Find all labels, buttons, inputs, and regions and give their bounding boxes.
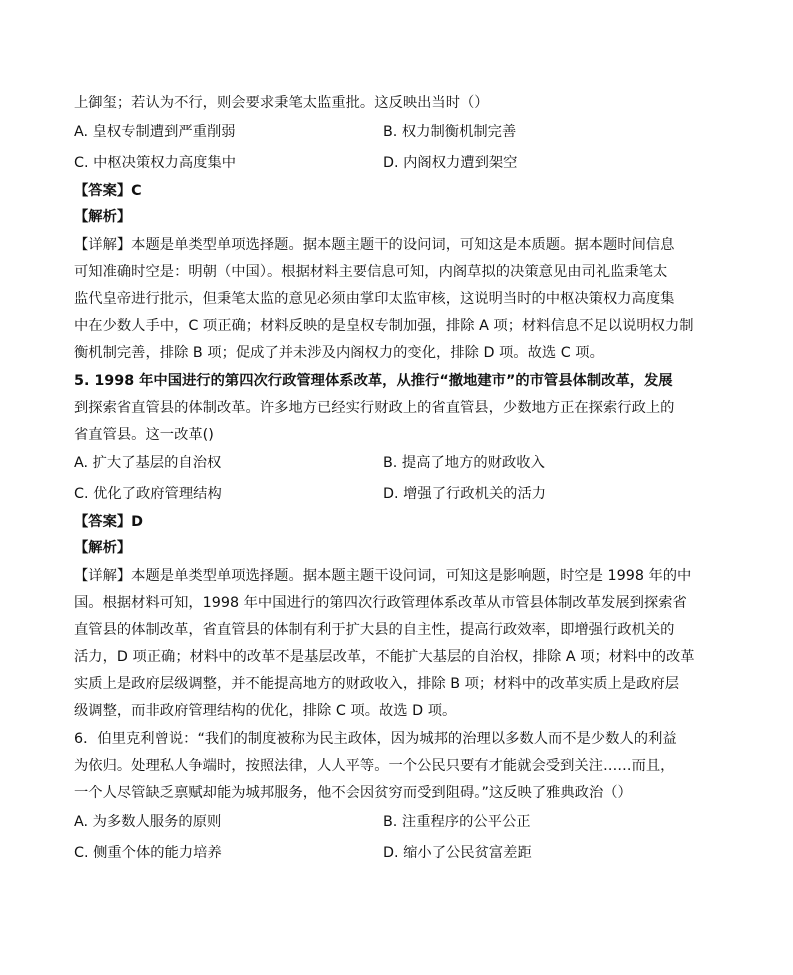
q5-stem-line: 省直管县。这一改革(): [74, 427, 214, 443]
q4-option-d: D. 内阁权力遭到架空: [383, 155, 518, 171]
q6-option-a: A. 为多数人服务的原则: [74, 814, 222, 830]
q5-detail-line: 实质上是政府层级调整，并不能提高地方的财政收入，排除 B 项；材料中的改革实质上是政府层: [74, 676, 680, 692]
q4-answer: 【答案】C: [74, 183, 142, 199]
q6-stem-line: 一个人尽管缺乏禀赋却能为城邦服务，他不会因贫穷而受到阻碍。”这反映了雅典政治（）: [74, 785, 632, 801]
q4-stem: 上御玺；若认为不行，则会要求秉笔太监重批。这反映出当时（）: [74, 95, 489, 111]
q4-detail-line: 可知准确时空是：明朝（中国）。根据材料主要信息可知，内阁草拟的决策意见由司礼监秉笔太: [74, 264, 668, 280]
q5-option-a: A. 扩大了基层的自治权: [74, 455, 222, 471]
q4-detail-line: 监代皇帝进行批示，但秉笔太监的意见必须由掌印太监审核，这说明当时的中枢决策权力高度集: [74, 291, 675, 307]
q5-option-b: B. 提高了地方的财政收入: [383, 455, 545, 471]
q4-detail-line: 衡机制完善，排除 B 项；促成了并未涉及内阁权力的变化，排除 D 项。故选 C 项。: [74, 345, 604, 361]
q5-option-d: D. 增强了行政机关的活力: [383, 486, 547, 502]
q6-option-d: D. 缩小了公民贫富差距: [383, 845, 532, 861]
q5-detail-line: 国。根据材料可知，1998 年中国进行的第四次行政管理体系改革从市管县体制改革发展到探索省: [74, 595, 687, 611]
q6-option-c: C. 侧重个体的能力培养: [74, 845, 222, 861]
q5-detail-line: 级调整，而非政府管理结构的优化，排除 C 项。故选 D 项。: [74, 703, 457, 719]
q5-detail-line: 直管县的体制改革，省直管县的体制有利于扩大县的自主性，提高行政效率，即增强行政机关的: [74, 622, 675, 638]
q5-detail-line: 【详解】本题是单类型单项选择题。据本题主题干设问词，可知这是影响题，时空是 1998 年的中: [74, 568, 692, 584]
q4-option-b: B. 权力制衡机制完善: [383, 124, 517, 140]
q6-stem-line: 为依归。处理私人争端时，按照法律，人人平等。一个公民只要有才能就会受到关注……而且，: [74, 758, 675, 774]
q5-stem-line: 到探索省直管县的体制改革。许多地方已经实行财政上的省直管县，少数地方正在探索行政上的: [74, 400, 675, 416]
q5-detail-line: 活力，D 项正确；材料中的改革不是基层改革，不能扩大基层的自治权，排除 A 项；材料中的改革: [74, 649, 695, 665]
q5-stem-line: 5. 1998 年中国进行的第四次行政管理体系改革，从推行“撤地建市”的市管县体制改革，发展: [74, 373, 673, 389]
q5-analysis-label: 【解析】: [74, 540, 132, 556]
q4-detail-line: 【详解】本题是单类型单项选择题。据本题主题干的设问词，可知这是本质题。据本题时间信息: [74, 237, 675, 253]
q5-option-c: C. 优化了政府管理结构: [74, 486, 222, 502]
q6-option-b: B. 注重程序的公平公正: [383, 814, 531, 830]
q4-option-c: C. 中枢决策权力高度集中: [74, 155, 237, 171]
q4-analysis-label: 【解析】: [74, 209, 132, 225]
q4-option-a: A. 皇权专制遭到严重削弱: [74, 124, 236, 140]
q6-stem-line: 6．伯里克利曾说：“我们的制度被称为民主政体，因为城邦的治理以多数人而不是少数人的利益: [74, 731, 677, 747]
q4-detail-line: 中在少数人手中，C 项正确；材料反映的是皇权专制加强，排除 A 项；材料信息不足以说明权力制: [74, 318, 694, 334]
q5-answer: 【答案】D: [74, 514, 144, 530]
